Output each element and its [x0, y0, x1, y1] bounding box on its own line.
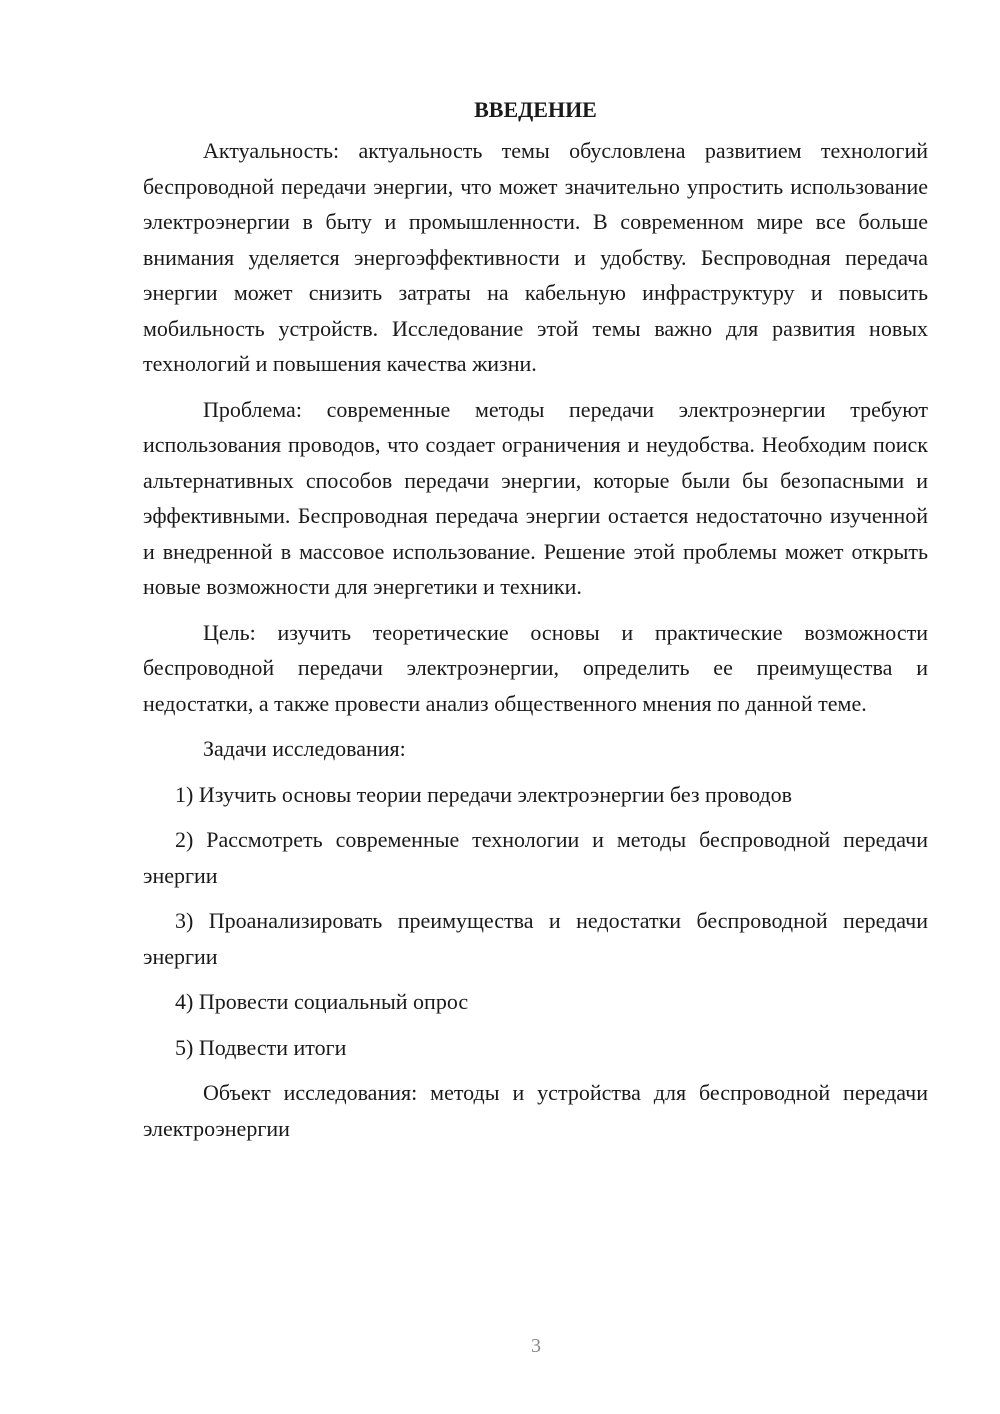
problem-paragraph: Проблема: современные методы передачи электроэнергии требуют использования проводов, что создает ограничения и неудобства. Необходим поиск альтернативных способов передачи энергии, которые были бы безопасными и эффективными. Беспроводная передача энергии остается недостаточно изученной и внедренной в массовое использование. Решение этой проблемы может открыть новые возможности для энергетики и техники.	[143, 396, 928, 599]
section-heading: ВВЕДЕНИЕ	[474, 97, 597, 122]
object-paragraph: Объект исследования: методы и устройства для беспроводной передачи электроэнергии	[143, 1080, 928, 1141]
task-item-5: 5) Подвести итоги	[175, 1034, 347, 1060]
task-item-3: 3) Проанализировать преимущества и недостатки беспроводной передачи энергии	[143, 908, 928, 969]
task-item-2: 2) Рассмотреть современные технологии и методы беспроводной передачи энергии	[143, 827, 928, 888]
task-item-4: 4) Провести социальный опрос	[175, 989, 469, 1014]
task-item-1: 1) Изучить основы теории передачи электроэнергии без проводов	[175, 781, 793, 807]
page-content	[143, 95, 928, 1146]
relevance-paragraph: Актуальность: актуальность темы обусловлена развитием технологий беспроводной передачи энергии, что может значительно упростить использование электроэнергии в быту и промышленности. В современном мире все больше внимания уделяется энергоэффективности и удобству. Беспроводная передача энергии может снизить затраты на кабельную инфраструктуру и повысить мобильность устройств. Исследование этой темы важно для развития новых технологий и повышения качества жизни.	[143, 138, 928, 376]
goal-paragraph: Цель: изучить теоретические основы и практические возможности беспроводной передачи электроэнергии, определить ее преимущества и недостатки, а также провести анализ общественного мнения по данной теме.	[143, 619, 928, 716]
tasks-title: Задачи исследования:	[203, 736, 406, 761]
page-number: 3	[531, 1335, 541, 1357]
